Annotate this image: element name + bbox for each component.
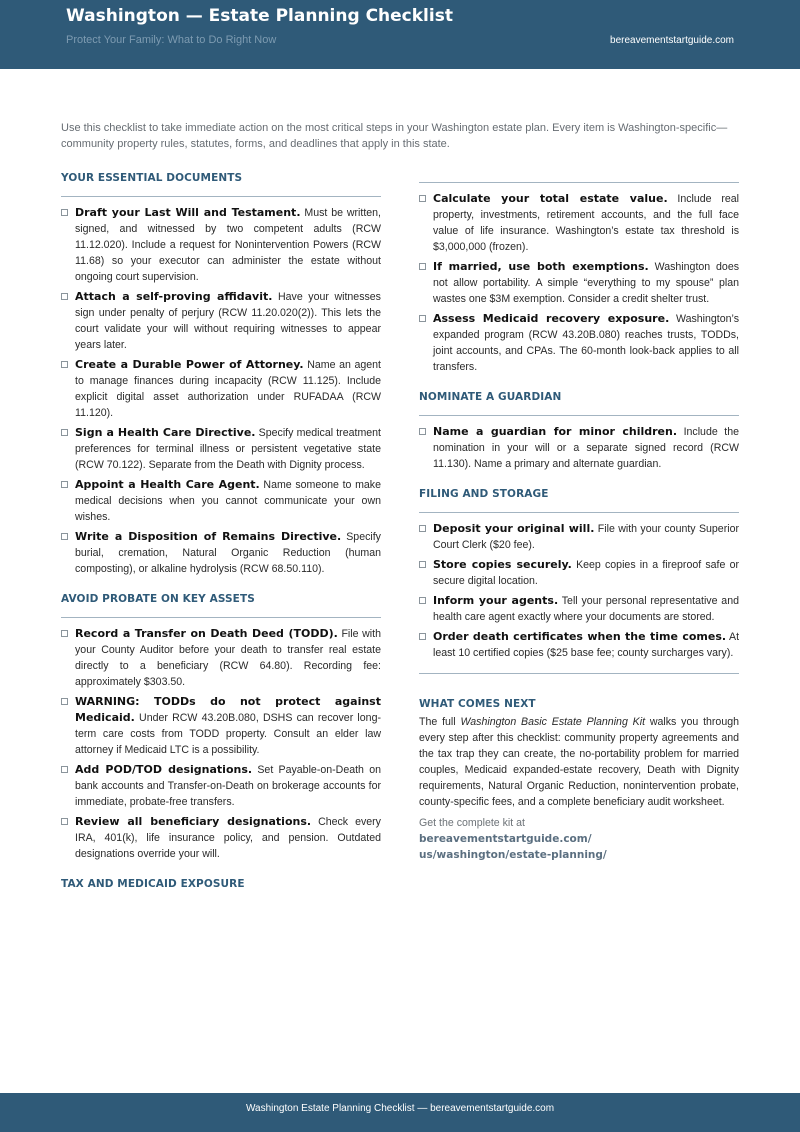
section-divider — [419, 415, 739, 416]
checklist-item-text: Keep copies in a fireproof safe or secure digital location. — [433, 559, 739, 587]
checklist-item — [61, 205, 381, 285]
checklist-tax — [419, 191, 739, 375]
checklist-item-text: Specify burial, cremation, Natural Organic Reduction (human composting), or alkaline hydrolysis (RCW 68.50.110). — [75, 531, 381, 575]
checklist-item-text: Tell your personal representative and health care agent exactly where your documents are stored. — [433, 595, 739, 623]
section-title-probate: AVOID PROBATE ON KEY ASSETS — [61, 593, 255, 605]
checkbox[interactable] — [419, 195, 426, 202]
section-divider — [419, 673, 739, 674]
checkbox[interactable] — [61, 766, 68, 773]
checklist-item — [61, 529, 381, 577]
checklist-item-text: Must be written, signed, and witnessed by two competent adults (RCW 11.12.020). Include a request for Nonintervention Powers (RCW 11.68) so your executor can administer the estate without ongoing court supervision. — [75, 207, 381, 283]
kit-url-line[interactable]: us/washington/estate-planning/ — [419, 849, 607, 861]
checklist-item — [419, 424, 739, 472]
checkbox[interactable] — [419, 315, 426, 322]
kit-name: Washington Basic Estate Planning Kit — [460, 716, 646, 728]
checklist-item-heading: If married, use both exemptions. — [433, 260, 649, 273]
checklist-item-heading: Attach a self-proving affidavit. — [75, 290, 273, 303]
checklist-item-text: Specify medical treatment preferences for terminal illness or persistent vegetative state (RCW 70.122). Separate from the Death with Dignity process. — [75, 427, 381, 471]
checklist-item — [61, 477, 381, 525]
checklist-item-heading: Inform your agents. — [433, 594, 559, 607]
footer-text: Washington Estate Planning Checklist — bereavementstartguide.com — [245, 1103, 555, 1114]
checklist-item-text: Washington does not allow portability. A simple “everything to my spouse” plan wastes one $3M exemption. Consider a credit shelter trust. — [433, 261, 740, 305]
checklist-item-heading: Store copies securely. — [433, 558, 572, 571]
section-what-comes-next — [419, 696, 739, 863]
checkbox[interactable] — [61, 429, 68, 436]
checklist-item-text: Check every IRA, 401(k), life insurance policy, and pension. Outdated designations override your will. — [75, 816, 381, 860]
checklist-item — [419, 521, 739, 553]
checkbox[interactable] — [61, 630, 68, 637]
section-guardian — [419, 389, 739, 472]
checklist-item — [61, 762, 381, 810]
section-divider — [419, 182, 739, 183]
checklist-probate — [61, 626, 381, 862]
checklist-item-heading: Deposit your original will. — [433, 522, 595, 535]
kit-url-link[interactable] — [419, 831, 739, 863]
header-site-link[interactable]: bereavementstartguide.com — [610, 35, 734, 46]
section-title-tax: TAX AND MEDICAID EXPOSURE — [61, 878, 245, 890]
checklist-item — [61, 289, 381, 353]
checklist-item — [419, 593, 739, 625]
checkbox[interactable] — [419, 525, 426, 532]
checklist-item-text: Have your witnesses sign under penalty of perjury (RCW 11.20.020(2)). This lets the court validate your will without requiring witnesses to appear years later. — [75, 291, 381, 351]
checklist-item-heading: Calculate your total estate value. — [433, 192, 668, 205]
section-divider — [61, 617, 381, 618]
page-header — [0, 0, 800, 69]
checklist-item-text: At least 10 certified copies ($25 base fee; county surcharges vary). — [433, 631, 740, 659]
checklist-item-heading: Record a Transfer on Death Deed (TODD). — [75, 627, 338, 640]
section-filing-storage — [419, 486, 739, 661]
checklist-item — [61, 357, 381, 421]
checkbox[interactable] — [61, 533, 68, 540]
checklist-item-text: Set Payable-on-Death on bank accounts and Transfer-on-Death on brokerage accounts for immediate, probate-free transfers. — [75, 764, 381, 808]
checklist-item — [419, 311, 739, 375]
checklist-item-heading: WARNING: TODDs do not protect against Medicaid. — [75, 695, 381, 724]
right-column — [419, 182, 739, 863]
checklist-item-text: File with your County Auditor before your death to transfer real estate directly to a beneficiary (RCW 64.80). Recording fee: approximately $303.50. — [75, 628, 381, 688]
checkbox[interactable] — [61, 481, 68, 488]
checklist-item-heading: Create a Durable Power of Attorney. — [75, 358, 304, 371]
checkbox[interactable] — [419, 633, 426, 640]
checklist-item-heading: Name a guardian for minor children. — [433, 425, 678, 438]
checkbox[interactable] — [61, 818, 68, 825]
checklist-item-text: Under RCW 43.20B.080, DSHS can recover long-term care costs from TODD property. Consult an elder law attorney if Medicaid LTC is a possibility. — [75, 712, 381, 756]
checklist-item — [419, 629, 739, 661]
left-column — [61, 170, 381, 890]
checklist-item-text: Name someone to make medical decisions when you cannot communicate your own wishes. — [75, 479, 381, 523]
checklist-item — [419, 191, 739, 255]
section-essential-documents — [61, 170, 381, 577]
page-footer — [0, 1093, 800, 1132]
checklist-item-heading: Appoint a Health Care Agent. — [75, 478, 260, 491]
page-subtitle: Protect Your Family: What to Do Right Now — [66, 34, 277, 46]
checkbox[interactable] — [61, 209, 68, 216]
checkbox[interactable] — [61, 698, 68, 705]
checklist-essential — [61, 205, 381, 577]
kit-url-line[interactable]: bereavementstartguide.com/ — [419, 833, 592, 845]
section-title-guardian: NOMINATE A GUARDIAN — [419, 391, 562, 403]
section-avoid-probate — [61, 591, 381, 862]
checklist-item — [61, 626, 381, 690]
checklist-item-text: Washington’s expanded program (RCW 43.20B.080) reaches trusts, TODDs, joint accounts, and CPAs. The 60-month look-back applies to all transfers. — [433, 313, 739, 373]
checklist-item — [61, 814, 381, 862]
checklist-guardian — [419, 424, 739, 472]
section-title-next: WHAT COMES NEXT — [419, 698, 536, 710]
section-divider — [61, 196, 381, 197]
section-tax-medicaid — [61, 876, 381, 890]
checkbox[interactable] — [419, 428, 426, 435]
section-divider — [419, 512, 739, 513]
checklist-item-heading: Write a Disposition of Remains Directive. — [75, 530, 342, 543]
what-comes-next-text: The full Washington Basic Estate Planning Kit walks you through every step after this checklist: community property agreements and the tax trap they can create, the no-portability problem for married couples, Medicaid expanded-estate recovery, Death with Dignity requirements, Natural Organic Reduction, nonintervention probate, county-specific fees, and a complete beneficiary audit worksheet. — [419, 716, 739, 808]
get-kit-label: Get the complete kit at — [419, 817, 525, 829]
checklist-item-text: Include the nomination in your will or a separate signed record (RCW 11.130). Name a primary and alternate guardian. — [433, 426, 739, 470]
checklist-item-heading: Order death certificates when the time comes. — [433, 630, 727, 643]
checkbox[interactable] — [419, 597, 426, 604]
checkbox[interactable] — [419, 263, 426, 270]
checkbox[interactable] — [419, 561, 426, 568]
checkbox[interactable] — [61, 293, 68, 300]
checklist-filing — [419, 521, 739, 661]
checklist-item-text: File with your county Superior Court Clerk ($20 fee). — [433, 523, 739, 551]
section-title-filing: FILING AND STORAGE — [419, 488, 549, 500]
checklist-item-heading: Add POD/TOD designations. — [75, 763, 253, 776]
checklist-item-heading: Draft your Last Will and Testament. — [75, 206, 301, 219]
checklist-item-heading: Sign a Health Care Directive. — [75, 426, 256, 439]
page-title: Washington — Estate Planning Checklist — [66, 6, 453, 26]
checklist-item — [61, 425, 381, 473]
checklist-item-text: Name an agent to manage finances during incapacity (RCW 11.125). Include explicit digital asset authorization under RUFADAA (RCW 11.120). — [75, 359, 381, 419]
checklist-item — [419, 259, 739, 307]
checklist-item-heading: Review all beneficiary designations. — [75, 815, 312, 828]
checklist-item-text: Include real property, investments, retirement accounts, and the full face value of life insurance. Washington’s estate tax threshold is $3,000,000 (frozen). — [433, 193, 739, 253]
section-title-essential: YOUR ESSENTIAL DOCUMENTS — [61, 172, 243, 184]
checklist-item-heading: Assess Medicaid recovery exposure. — [433, 312, 670, 325]
intro-text: Use this checklist to take immediate action on the most critical steps in your Washington estate plan. Every item is Washington-specific—community property rules, statutes, forms, and deadlines that apply in this state. — [61, 122, 728, 150]
checklist-item — [419, 557, 739, 589]
checklist-item — [61, 694, 381, 758]
checkbox[interactable] — [61, 361, 68, 368]
